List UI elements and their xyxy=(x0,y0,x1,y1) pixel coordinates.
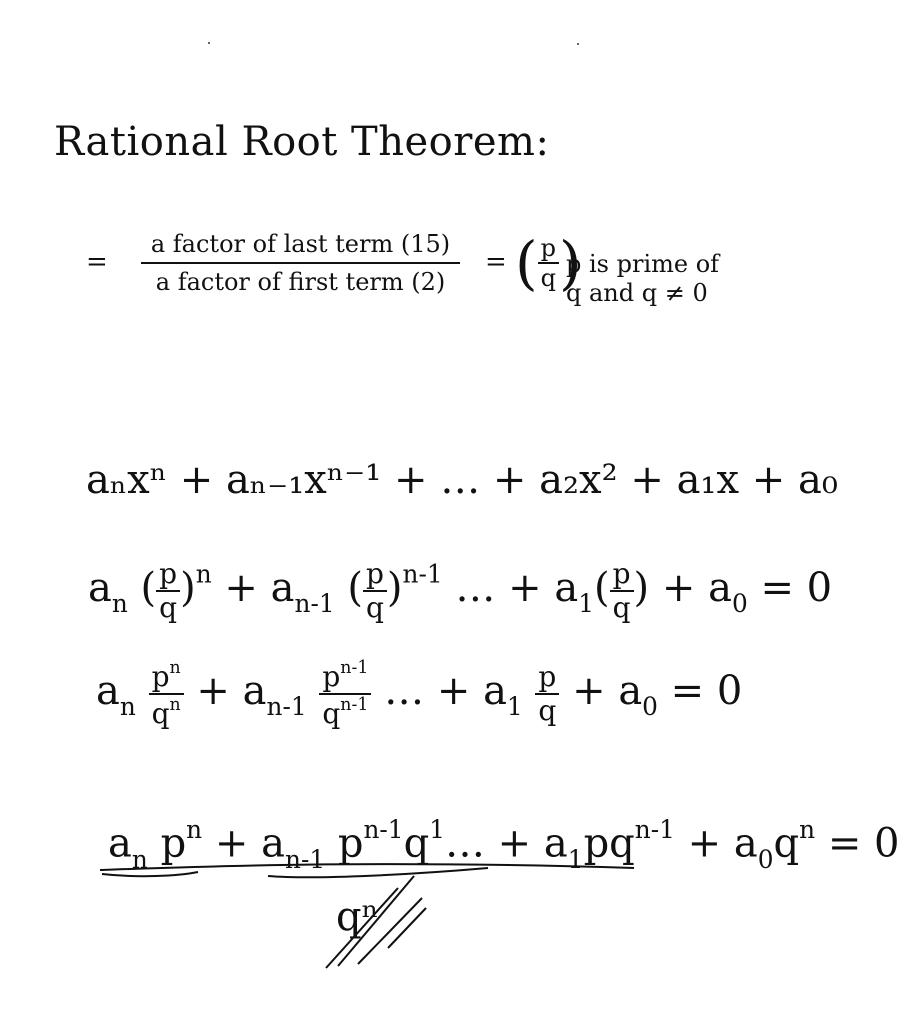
q-symbol: q xyxy=(365,591,384,624)
ink-dot xyxy=(208,42,210,44)
expanded-equation: $a_n$ $\frac{p^n}{q^n}$ + $a_{n-1}$ $\frac{p^{n-1}}{q^{n-1}}$ … + $a_1$ $\frac{p}{q}$ + $a_0 = 0$ xyxy=(96,658,743,731)
sup-n: n xyxy=(799,815,816,844)
ellipsis: … xyxy=(384,668,425,715)
sub-n: n xyxy=(131,844,148,874)
coeff-a: a xyxy=(618,668,643,715)
p-over-q xyxy=(535,660,559,728)
condition-line-2: q and q ≠ 0 xyxy=(566,278,708,307)
cleared-equation: $a_n$ $p^n + a_{n-1}$ $p^{n-1}q^1\dots + a_1pq^{n-1} + a_0q^n = 0$ xyxy=(108,815,900,874)
factor-denominator: a factor of first term (2) xyxy=(155,268,446,296)
equals-zero: = 0 xyxy=(760,565,833,611)
q-symbol: q xyxy=(538,694,557,728)
p-n-over-q-n xyxy=(149,658,184,731)
coeff-a: a xyxy=(543,820,568,867)
equals-zero: = 0 xyxy=(670,668,743,715)
sup-n-minus-1: n-1 xyxy=(634,815,675,844)
sup-1: 1 xyxy=(429,815,445,844)
sub-n-minus-1: n-1 xyxy=(266,692,307,722)
coeff-a: a xyxy=(483,668,507,715)
sub-n-minus-1: n-1 xyxy=(294,589,335,619)
sup-n: n xyxy=(195,559,212,589)
p-over-q xyxy=(610,557,634,624)
p-symbol: p xyxy=(610,560,634,592)
sup-n: n xyxy=(186,815,203,844)
q-symbol: q xyxy=(151,697,170,731)
sub-n-minus-1: n-1 xyxy=(284,844,326,874)
sub-1: 1 xyxy=(567,844,584,874)
coeff-a: a xyxy=(96,668,120,715)
p-symbol: p xyxy=(322,660,341,694)
p-over-q xyxy=(363,557,387,624)
sup-n-minus-1: n-1 xyxy=(340,658,369,678)
q-symbol: q xyxy=(322,697,341,731)
sub-1: 1 xyxy=(578,589,594,619)
q-symbol: q xyxy=(159,591,178,624)
open-paren: ( xyxy=(515,229,538,297)
sup-n: n xyxy=(169,658,181,678)
coeff-a: a xyxy=(108,820,132,867)
coeff-a: a xyxy=(88,565,112,611)
q-symbol: q xyxy=(612,591,631,624)
crossed-out-q-n xyxy=(318,868,428,973)
page-title: Rational Root Theorem: xyxy=(54,119,550,165)
q-symbol: q xyxy=(540,264,557,292)
sub-n: n xyxy=(111,589,128,619)
p-over-q xyxy=(156,557,180,624)
coeff-a: a xyxy=(242,668,267,715)
coeff-a: a xyxy=(554,565,579,611)
q-symbol: q xyxy=(609,820,635,867)
sup-n-minus-1: n-1 xyxy=(402,559,443,589)
sup-n: n xyxy=(169,695,181,716)
sub-0: 0 xyxy=(731,589,748,619)
coeff-a: a xyxy=(733,820,758,867)
q-symbol: q xyxy=(403,820,430,867)
sub-1: 1 xyxy=(506,692,523,722)
p-symbol: p xyxy=(337,820,364,867)
sub-0: 0 xyxy=(642,692,658,722)
lead-equals: = xyxy=(86,247,108,277)
sub-n: n xyxy=(119,692,136,722)
sup-n-minus-1: n-1 xyxy=(363,815,404,844)
coeff-a: a xyxy=(270,565,295,611)
p-symbol: p xyxy=(363,560,387,592)
condition-note xyxy=(566,250,719,308)
factor-numerator: a factor of last term (15) xyxy=(141,232,460,264)
q-symbol: q xyxy=(773,820,800,867)
ratio-definition xyxy=(86,229,582,297)
p-symbol: p xyxy=(535,663,559,695)
scribble-text: qⁿ xyxy=(336,894,379,940)
middle-equals: = xyxy=(484,247,507,277)
ink-dot xyxy=(577,43,579,45)
p-symbol: p xyxy=(538,236,559,264)
close-paren: ) xyxy=(559,229,582,297)
p-symbol: p xyxy=(160,820,187,867)
substituted-equation: $a_n$ ( $\frac{p}{q}$ )$^n + a_{n-1}$ ( $\frac{p}{q}$ )$^{n-1}$ … + $a_1$( $\frac{p}{q}$ ) + $a_0 = 0$ xyxy=(88,557,833,624)
p-over-q-power xyxy=(319,658,371,731)
equals-zero: = 0 xyxy=(827,820,900,867)
coeff-a: a xyxy=(261,820,285,867)
p-symbol: p xyxy=(151,660,170,694)
p-symbol: p xyxy=(156,560,180,592)
coeff-a: a xyxy=(708,565,732,611)
sup-n-minus-1: n-1 xyxy=(340,695,369,716)
factor-fraction xyxy=(141,232,460,294)
sub-0: 0 xyxy=(757,844,774,874)
condition-line-1: p is prime of xyxy=(566,250,720,278)
ellipsis: … xyxy=(444,820,485,867)
polynomial-equation: aₙxⁿ + aₙ₋₁xⁿ⁻¹ + … + a₂x² + a₁x + a₀ xyxy=(86,457,838,503)
p-symbol: p xyxy=(583,820,610,867)
p-over-q xyxy=(538,236,559,290)
ellipsis: … xyxy=(455,565,496,611)
